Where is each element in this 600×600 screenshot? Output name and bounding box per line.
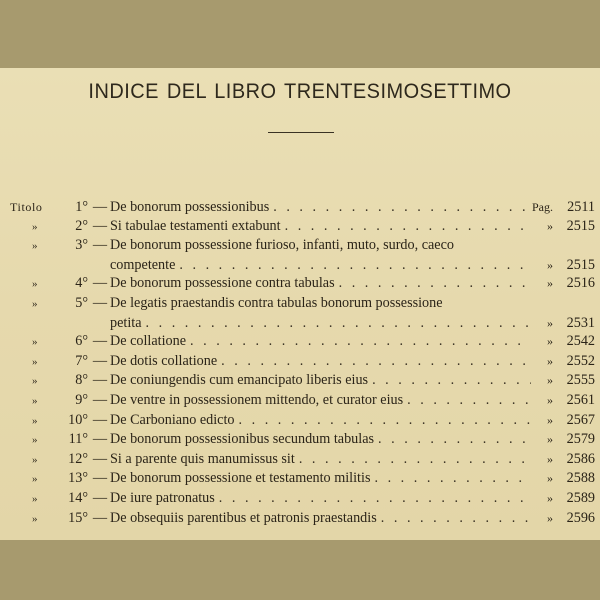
entry-number: 2° [75,217,88,234]
entry-title: De legatis praestandis contra tabulas bonorum possessione [110,294,443,311]
toc-entry [10,489,595,509]
dot-leader [215,489,531,508]
entry-title: De ventre in possessionem mittendo, et curator eius [110,391,404,408]
toc-entry [10,274,595,294]
page-number: 2542 [566,333,595,350]
entry-title: Si a parente quis manumissus sit [110,450,295,467]
page-number: 2552 [566,352,595,369]
page-number: 2511 [567,199,595,215]
entry-dash: — [92,199,108,215]
entry-title-continued: competente [110,256,176,273]
entry-number: 11° [68,431,88,448]
entry-label: » [32,220,38,233]
entry-number: 6° [75,333,88,350]
index-title: INDICE DEL LIBRO TRENTESIMOSETTIMO [88,80,512,103]
dot-leader [377,509,531,528]
title-rule [268,132,334,133]
entry-title: De collatione [110,333,187,350]
entry-label: » [32,473,38,486]
entry-dash: — [92,275,108,292]
toc-entry [10,450,595,470]
page-number: 2561 [566,391,595,408]
page-prefix: » [547,471,553,486]
entry-number: 12° [68,450,88,467]
dot-leader [142,314,531,333]
entry-dash: — [92,411,108,428]
dot-leader [175,256,531,275]
toc-entry [10,509,595,529]
page-number: 2596 [566,509,595,526]
page-number: 2515 [566,256,595,273]
entry-label: » [32,453,38,466]
page-number: 2588 [566,470,595,487]
entry-title: De dotis collatione [110,352,218,369]
entry-dash: — [92,450,108,467]
page-prefix: » [547,432,553,447]
dot-leader [281,217,531,236]
entry-title: De bonorum possessionibus [110,199,270,215]
entry-title: De bonorum possessione et testamento militis [110,470,371,487]
table-of-contents [10,198,595,528]
entry-label: » [32,512,38,525]
entry-dash: — [92,391,108,408]
page-prefix: » [547,373,553,388]
dot-leader [374,430,531,449]
entry-title: De bonorum possessionibus secundum tabulas [110,431,375,448]
entry-title: De bonorum possessione contra tabulas [110,275,335,292]
toc-entry [10,198,595,217]
entry-number: 4° [75,275,88,292]
toc-entry [10,332,595,352]
entry-label: » [32,414,38,427]
toc-entry [10,352,595,372]
entry-number: 15° [68,509,88,526]
page-prefix: » [547,276,553,291]
entry-dash: — [92,237,108,254]
dot-leader [186,332,531,351]
entry-number: 5° [75,294,88,311]
dot-leader [368,371,531,390]
entry-dash: — [92,294,108,311]
dot-leader [235,411,532,430]
page-number: 2567 [566,411,595,428]
entry-label: » [32,492,38,505]
dot-leader [295,450,531,469]
page-number: 2589 [566,489,595,506]
entry-label: » [32,394,38,407]
entry-title: De coniungendis cum emancipato liberis eius [110,372,369,389]
entry-label: » [32,355,38,368]
entry-label: » [32,434,38,447]
entry-label: » [32,278,38,291]
entry-label: Titolo [10,200,43,214]
entry-dash: — [92,509,108,526]
dot-leader [370,469,531,488]
page-prefix: » [547,218,553,233]
entry-label: » [32,336,38,349]
entry-title: De obsequiis parentibus et patronis praestandis [110,509,377,526]
entry-number: 13° [68,470,88,487]
entry-dash: — [92,431,108,448]
entry-dash: — [92,372,108,389]
entry-title: Si tabulae testamenti extabunt [110,217,281,234]
toc-entry [10,469,595,489]
entry-dash: — [92,352,108,369]
entry-title: De iure patronatus [110,489,215,506]
entry-number: 9° [75,391,88,408]
page-number: 2531 [566,314,595,331]
toc-entry [10,411,595,431]
page-number: 2515 [566,217,595,234]
page-prefix: » [547,334,553,349]
entry-title: De bonorum possessione furioso, infanti, muto, surdo, caeco [110,237,454,254]
dot-leader [269,198,531,217]
page-number: 2555 [566,372,595,389]
page-prefix: » [547,315,553,330]
entry-number: 10° [68,411,88,428]
dot-leader [335,274,531,293]
toc-entry [10,217,595,237]
book-page [0,68,600,540]
page-prefix: » [547,451,553,466]
entry-number: 14° [68,489,88,506]
entry-number: 3° [75,237,88,254]
toc-entry [10,371,595,391]
entry-label: » [32,240,38,253]
entry-title-continued: petita [110,314,142,331]
page-prefix: Pag. [532,200,553,214]
page-number: 2579 [566,431,595,448]
dot-leader [217,352,531,371]
entry-number: 1° [75,199,88,215]
entry-label: » [32,375,38,388]
entry-label: » [32,297,38,310]
entry-dash: — [92,333,108,350]
toc-entry [10,236,595,274]
entry-dash: — [92,489,108,506]
page-prefix: » [547,392,553,407]
entry-number: 8° [75,372,88,389]
toc-entry [10,294,595,332]
entry-dash: — [92,217,108,234]
entry-dash: — [92,470,108,487]
page-number: 2516 [566,275,595,292]
page-prefix: » [547,412,553,427]
page-prefix: » [547,257,553,272]
page-prefix: » [547,490,553,505]
toc-entry [10,430,595,450]
dot-leader [403,391,531,410]
toc-entry [10,391,595,411]
page-prefix: » [547,510,553,525]
entry-number: 7° [75,352,88,369]
entry-title: De Carboniano edicto [110,411,235,428]
page-number: 2586 [566,450,595,467]
page-prefix: » [547,353,553,368]
